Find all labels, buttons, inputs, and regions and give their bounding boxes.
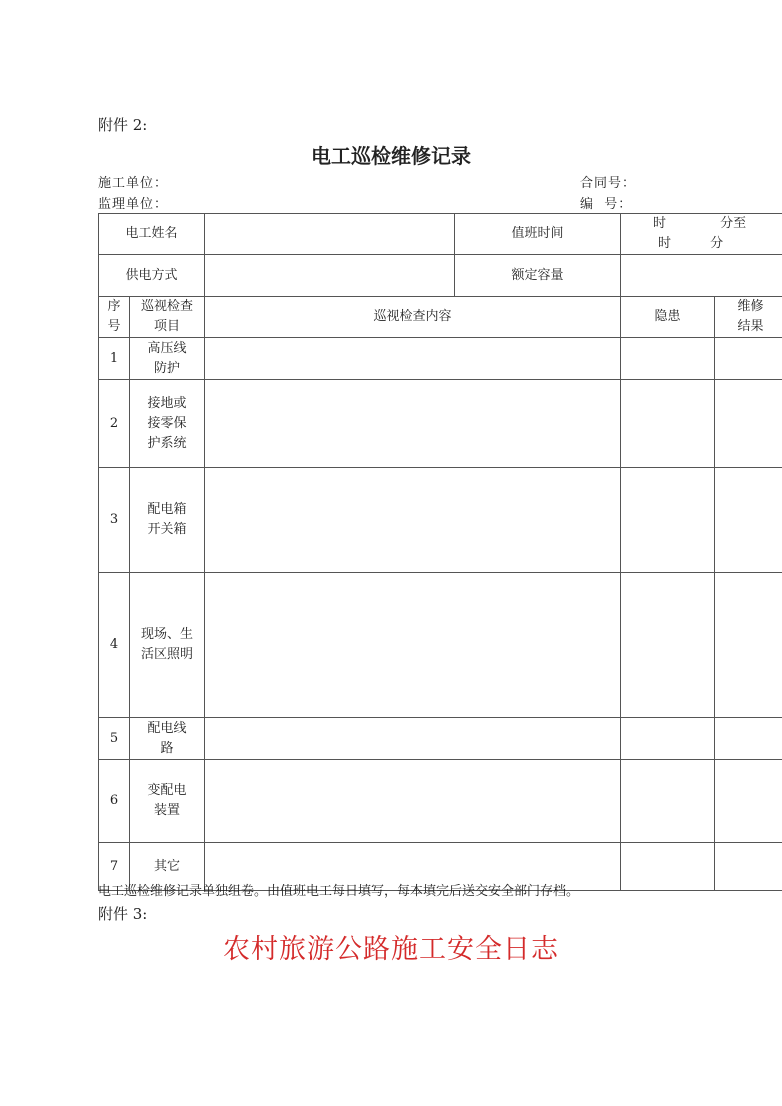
power-supply-field[interactable] [205, 255, 455, 297]
row-result-field[interactable] [715, 338, 782, 380]
row-hazard-field[interactable] [621, 760, 715, 843]
supervision-unit-label: 监理单位： [98, 197, 169, 212]
col-content-header: 巡视检查内容 [205, 297, 621, 338]
row-content-field[interactable] [205, 573, 621, 718]
duty-time-field[interactable] [621, 214, 782, 255]
attachment-2-label: 附件 2: [98, 116, 148, 134]
row-number: 2 [99, 380, 130, 468]
page-title: 电工巡检维修记录 [311, 144, 471, 168]
row-result-field[interactable] [715, 468, 782, 573]
electrician-name-label: 电工姓名 [99, 214, 205, 255]
row-hazard-field[interactable] [621, 380, 715, 468]
table-row [99, 718, 782, 760]
row-content-field[interactable] [205, 338, 621, 380]
filing-note: 电工巡检维修记录单独组卷。由值班电工每日填写，每本填完后送交安全部门存档。 [98, 884, 580, 899]
electrician-name-field[interactable] [205, 214, 455, 255]
attachment-3-label: 附件 3: [98, 905, 148, 923]
col-item-header: 巡视检查项目 [130, 297, 205, 338]
row-hazard-field[interactable] [621, 468, 715, 573]
table-row [99, 380, 782, 468]
row-number: 5 [99, 718, 130, 760]
serial-no-label: 编 号： [580, 197, 633, 212]
row-content-field[interactable] [205, 468, 621, 573]
row-result-field[interactable] [715, 760, 782, 843]
rated-capacity-field[interactable] [621, 255, 782, 297]
row-result-field[interactable] [715, 380, 782, 468]
rated-capacity-label: 额定容量 [455, 255, 621, 297]
col-hazard-header: 隐患 [621, 297, 715, 338]
time-hour-1: 时 [653, 216, 667, 231]
row-item: 变配电装置 [130, 760, 205, 843]
row-number: 6 [99, 760, 130, 843]
table-row [99, 760, 782, 843]
row-content-field[interactable] [205, 760, 621, 843]
construction-unit-label: 施工单位： [98, 176, 169, 191]
row-result-field[interactable] [715, 843, 782, 891]
row-item: 配电线路 [130, 718, 205, 760]
row-item: 接地或接零保护系统 [130, 380, 205, 468]
power-supply-label: 供电方式 [99, 255, 205, 297]
row-hazard-field[interactable] [621, 843, 715, 891]
table-row [99, 338, 782, 380]
inspection-form-table [98, 213, 782, 891]
row-item: 高压线防护 [130, 338, 205, 380]
row-number: 3 [99, 468, 130, 573]
row-hazard-field[interactable] [621, 573, 715, 718]
time-hour-2: 时 [658, 236, 672, 251]
row-result-field[interactable] [715, 573, 782, 718]
time-minute-2: 分 [710, 236, 724, 251]
row-number: 7 [99, 843, 130, 891]
column-header-row [99, 297, 782, 338]
electrician-row [99, 214, 782, 255]
power-supply-row [99, 255, 782, 297]
time-minute-to: 分至 [720, 216, 747, 231]
row-item: 配电箱开关箱 [130, 468, 205, 573]
row-item: 现场、生活区照明 [130, 573, 205, 718]
row-content-field[interactable] [205, 718, 621, 760]
row-number: 1 [99, 338, 130, 380]
col-seq-header: 序号 [99, 297, 130, 338]
row-content-field[interactable] [205, 380, 621, 468]
table-row [99, 573, 782, 718]
row-result-field[interactable] [715, 718, 782, 760]
table-row [99, 468, 782, 573]
safety-log-title: 农村旅游公路施工安全日志 [223, 934, 559, 965]
row-item: 其它 [130, 843, 205, 891]
row-hazard-field[interactable] [621, 338, 715, 380]
row-hazard-field[interactable] [621, 718, 715, 760]
col-result-header: 维修结果 [715, 297, 782, 338]
row-number: 4 [99, 573, 130, 718]
contract-no-label: 合同号： [580, 176, 637, 191]
duty-time-label: 值班时间 [455, 214, 621, 255]
